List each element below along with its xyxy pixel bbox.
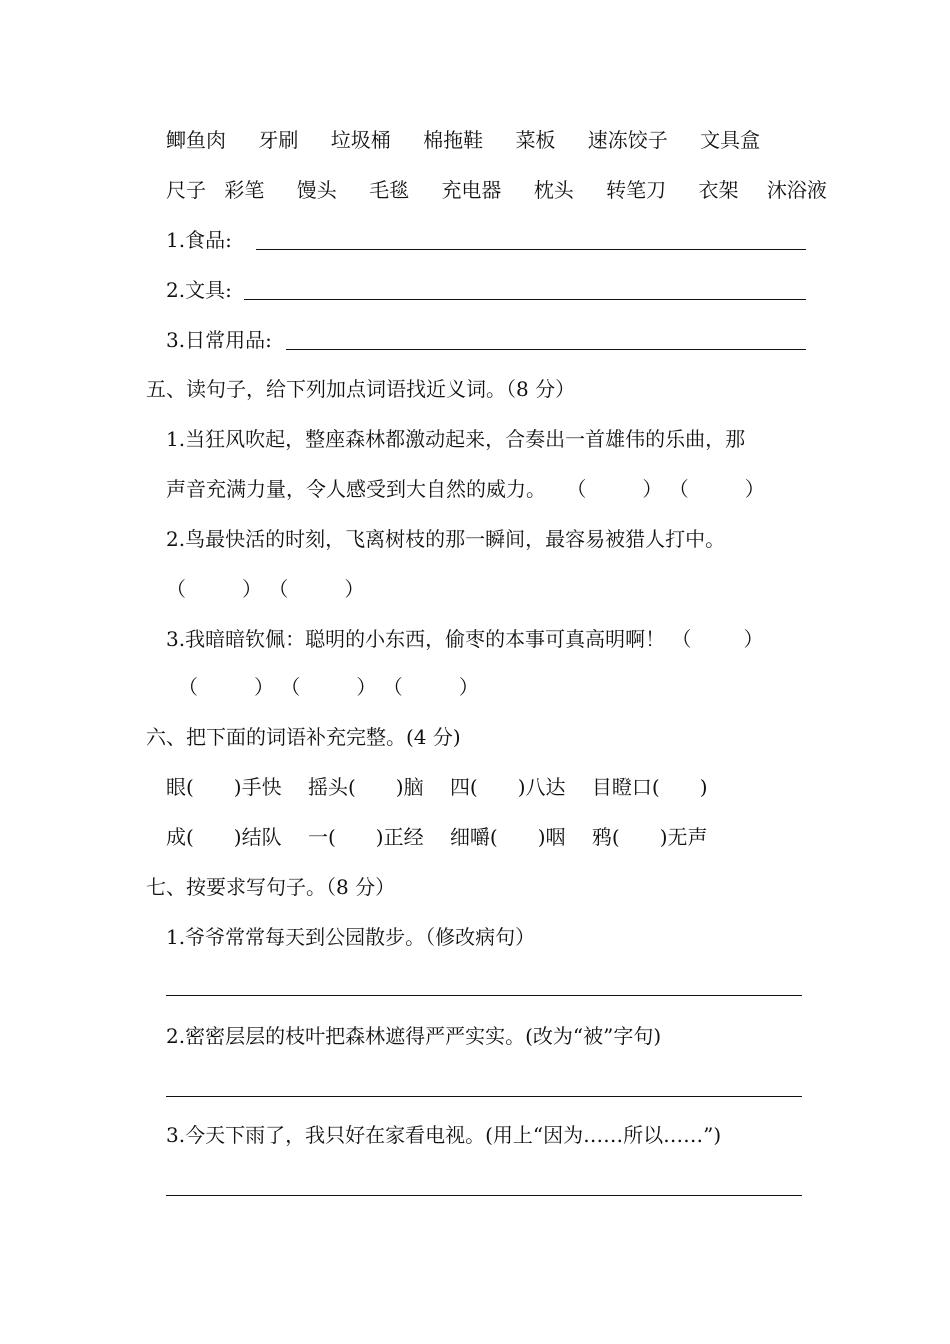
word-item: 垃圾桶 bbox=[330, 128, 391, 152]
word-item: 速冻饺子 bbox=[587, 128, 668, 152]
idiom-row-1 bbox=[166, 773, 708, 801]
word-item: 文具盒 bbox=[700, 128, 761, 152]
section-5-title: 五、读句子，给下列加点词语找近义词。（8 分） bbox=[146, 377, 576, 401]
answer-blank[interactable]: （ ） bbox=[668, 477, 765, 501]
answer-blank[interactable]: （ ） bbox=[178, 675, 274, 699]
answer-blank[interactable]: （ ） bbox=[166, 577, 262, 601]
word-item: 充电器 bbox=[441, 178, 502, 202]
section-5-q1-line1: 1.当狂风吹起，整座森林都激动起来，合奏出一首雄伟的乐曲，那 bbox=[166, 427, 746, 451]
idiom-item[interactable]: 细嚼( )咽 bbox=[449, 825, 566, 849]
idiom-row-2 bbox=[166, 823, 708, 851]
section-5-q2-blanks bbox=[166, 575, 364, 603]
section-7-q2-answer-line[interactable] bbox=[166, 1096, 802, 1097]
idiom-item[interactable]: 摇头( )脑 bbox=[307, 775, 424, 799]
section-5-q3-line1 bbox=[166, 625, 763, 653]
section-7-q2: 2.密密层层的枝叶把森林遮得严严实实。(改为“被”字句) bbox=[166, 1024, 662, 1048]
section-5-q2-line1: 2.鸟最快活的时刻，飞离树枝的那一瞬间，最容易被猎人打中。 bbox=[166, 527, 726, 551]
word-item: 菜板 bbox=[515, 128, 556, 152]
word-item: 鲫鱼肉 bbox=[166, 128, 226, 152]
answer-blank[interactable]: （ ） bbox=[671, 627, 764, 651]
q1-text: 声音充满力量，令人感受到大自然的威力。 bbox=[166, 477, 546, 501]
word-item: 衣架 bbox=[698, 178, 739, 202]
section-5-q3-blanks bbox=[178, 673, 479, 701]
idiom-item[interactable]: 一( )正经 bbox=[307, 825, 424, 849]
answer-blank[interactable]: （ ） bbox=[268, 577, 365, 601]
classify-stationery-label: 2.文具: bbox=[166, 278, 232, 302]
section-7-title: 七、按要求写句子。（8 分） bbox=[146, 875, 396, 899]
idiom-item[interactable]: 成( )结队 bbox=[166, 825, 282, 849]
section-6-title: 六、把下面的词语补充完整。(4 分) bbox=[146, 725, 461, 749]
section-7-q1-answer-line[interactable] bbox=[166, 995, 802, 996]
answer-blank[interactable]: （ ） bbox=[566, 477, 663, 501]
idiom-item[interactable]: 四( )八达 bbox=[449, 775, 566, 799]
word-item: 枕头 bbox=[533, 178, 574, 202]
idiom-item[interactable]: 鸦( )无声 bbox=[591, 825, 708, 849]
word-item: 尺子 bbox=[166, 178, 206, 202]
word-item: 沐浴液 bbox=[766, 178, 827, 202]
section-7-q3-answer-line[interactable] bbox=[166, 1195, 802, 1196]
word-item: 转笔刀 bbox=[606, 178, 667, 202]
word-item: 彩笔 bbox=[224, 178, 265, 202]
section-7-q3: 3.今天下雨了，我只好在家看电视。(用上“因为……所以……”) bbox=[166, 1123, 722, 1147]
answer-blank[interactable]: （ ） bbox=[280, 675, 377, 699]
q3-text: 3.我暗暗钦佩：聪明的小东西，偷枣的本事可真高明啊！ bbox=[166, 627, 666, 651]
word-item: 棉拖鞋 bbox=[423, 128, 484, 152]
classify-daily-answer-line[interactable] bbox=[286, 349, 806, 350]
section-5-q1-line2 bbox=[166, 475, 765, 503]
word-bank-row-2 bbox=[166, 176, 827, 204]
idiom-item[interactable]: 目瞪口( ) bbox=[591, 775, 708, 799]
word-bank-row-1 bbox=[166, 126, 760, 154]
word-item: 毛毯 bbox=[369, 178, 410, 202]
section-7-q1: 1.爷爷常常每天到公园散步。（修改病句） bbox=[166, 925, 536, 949]
classify-food-label: 1.食品: bbox=[166, 228, 232, 252]
idiom-item[interactable]: 眼( )手快 bbox=[166, 775, 282, 799]
classify-stationery-answer-line[interactable] bbox=[244, 299, 806, 300]
classify-food-answer-line[interactable] bbox=[256, 249, 806, 250]
answer-blank[interactable]: （ ） bbox=[382, 675, 479, 699]
word-item: 馒头 bbox=[296, 178, 337, 202]
classify-daily-label: 3.日常用品: bbox=[166, 328, 272, 352]
word-item: 牙刷 bbox=[258, 128, 299, 152]
